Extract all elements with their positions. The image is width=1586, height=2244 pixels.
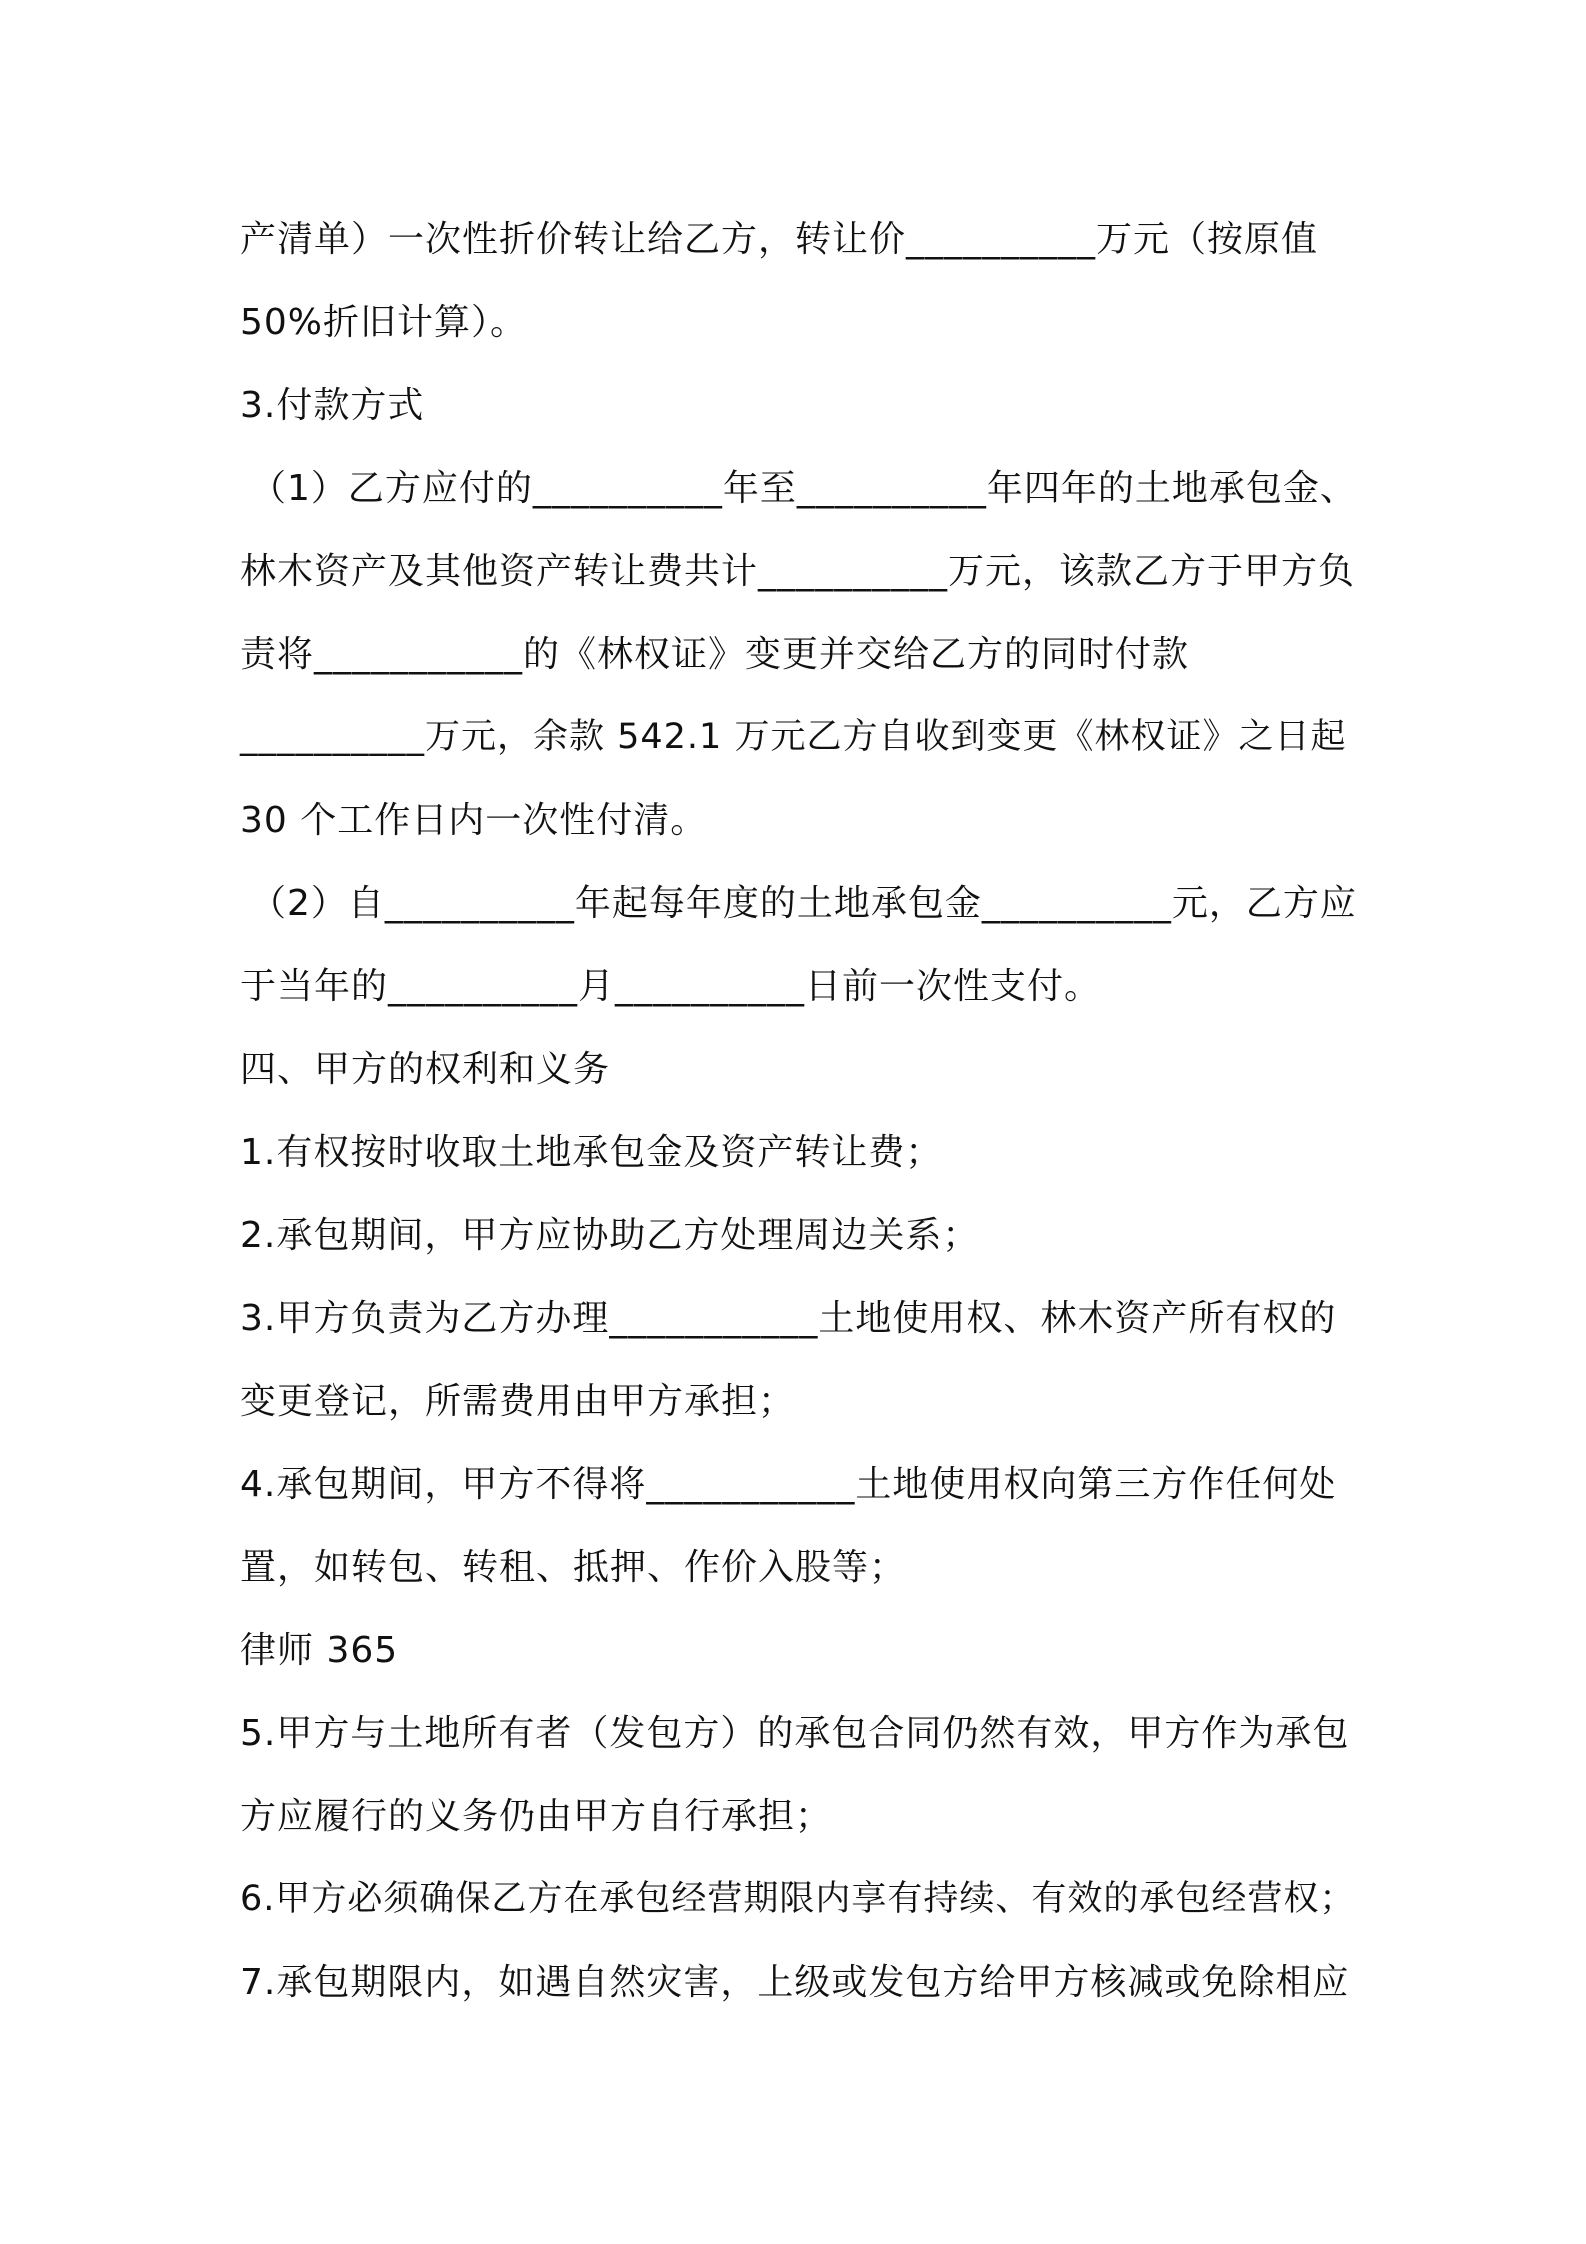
list-item: 4.承包期间，甲方不得将___________土地使用权向第三方作任何处 (240, 1464, 1337, 1505)
list-item: 6.甲方必须确保乙方在承包经营期限内享有持续、有效的承包经营权； (240, 1879, 1356, 1919)
text-line: __________万元，余款 542.1 万元乙方自收到变更《林权证》之日起 (240, 717, 1347, 757)
document-body (240, 198, 1370, 2024)
list-item: 5.甲方与土地所有者（发包方）的承包合同仍然有效，甲方作为承包 (240, 1713, 1350, 1754)
text-line: 变更登记，所需费用由甲方承担； (240, 1381, 796, 1422)
list-item: 3.甲方负责为乙方办理___________土地使用权、林木资产所有权的 (240, 1298, 1337, 1339)
list-item: 7.承包期限内，如遇自然灾害，上级或发包方给甲方核减或免除相应 (240, 1962, 1350, 2003)
text-line: 于当年的__________月__________日前一次性支付。 (240, 966, 1102, 1007)
text-line: 50%折旧计算）。 (240, 302, 528, 343)
text-line: 林木资产及其他资产转让费共计__________万元，该款乙方于甲方负 (240, 551, 1356, 592)
list-item: 1.有权按时收取土地承包金及资产转让费； (240, 1132, 943, 1173)
text-line: （2）自__________年起每年度的土地承包金__________元，乙方应 (250, 883, 1357, 924)
text-line: （1）乙方应付的__________年至__________年四年的土地承包金、 (250, 468, 1357, 509)
text-line: 30 个工作日内一次性付清。 (240, 800, 708, 841)
text-line: 方应履行的义务仍由甲方自行承担； (240, 1796, 833, 1837)
text-line: 产清单）一次性折价转让给乙方，转让价__________万元（按原值 (240, 219, 1319, 260)
text-line: 置，如转包、转租、抵押、作价入股等； (240, 1547, 907, 1588)
section-heading: 四、甲方的权利和义务 (240, 1049, 611, 1090)
section-heading: 3.付款方式 (240, 385, 425, 426)
text-line: 责将___________的《林权证》变更并交给乙方的同时付款 (240, 634, 1190, 675)
list-item: 2.承包期间，甲方应协助乙方处理周边关系； (240, 1215, 980, 1256)
watermark-text: 律师 365 (240, 1630, 399, 1671)
